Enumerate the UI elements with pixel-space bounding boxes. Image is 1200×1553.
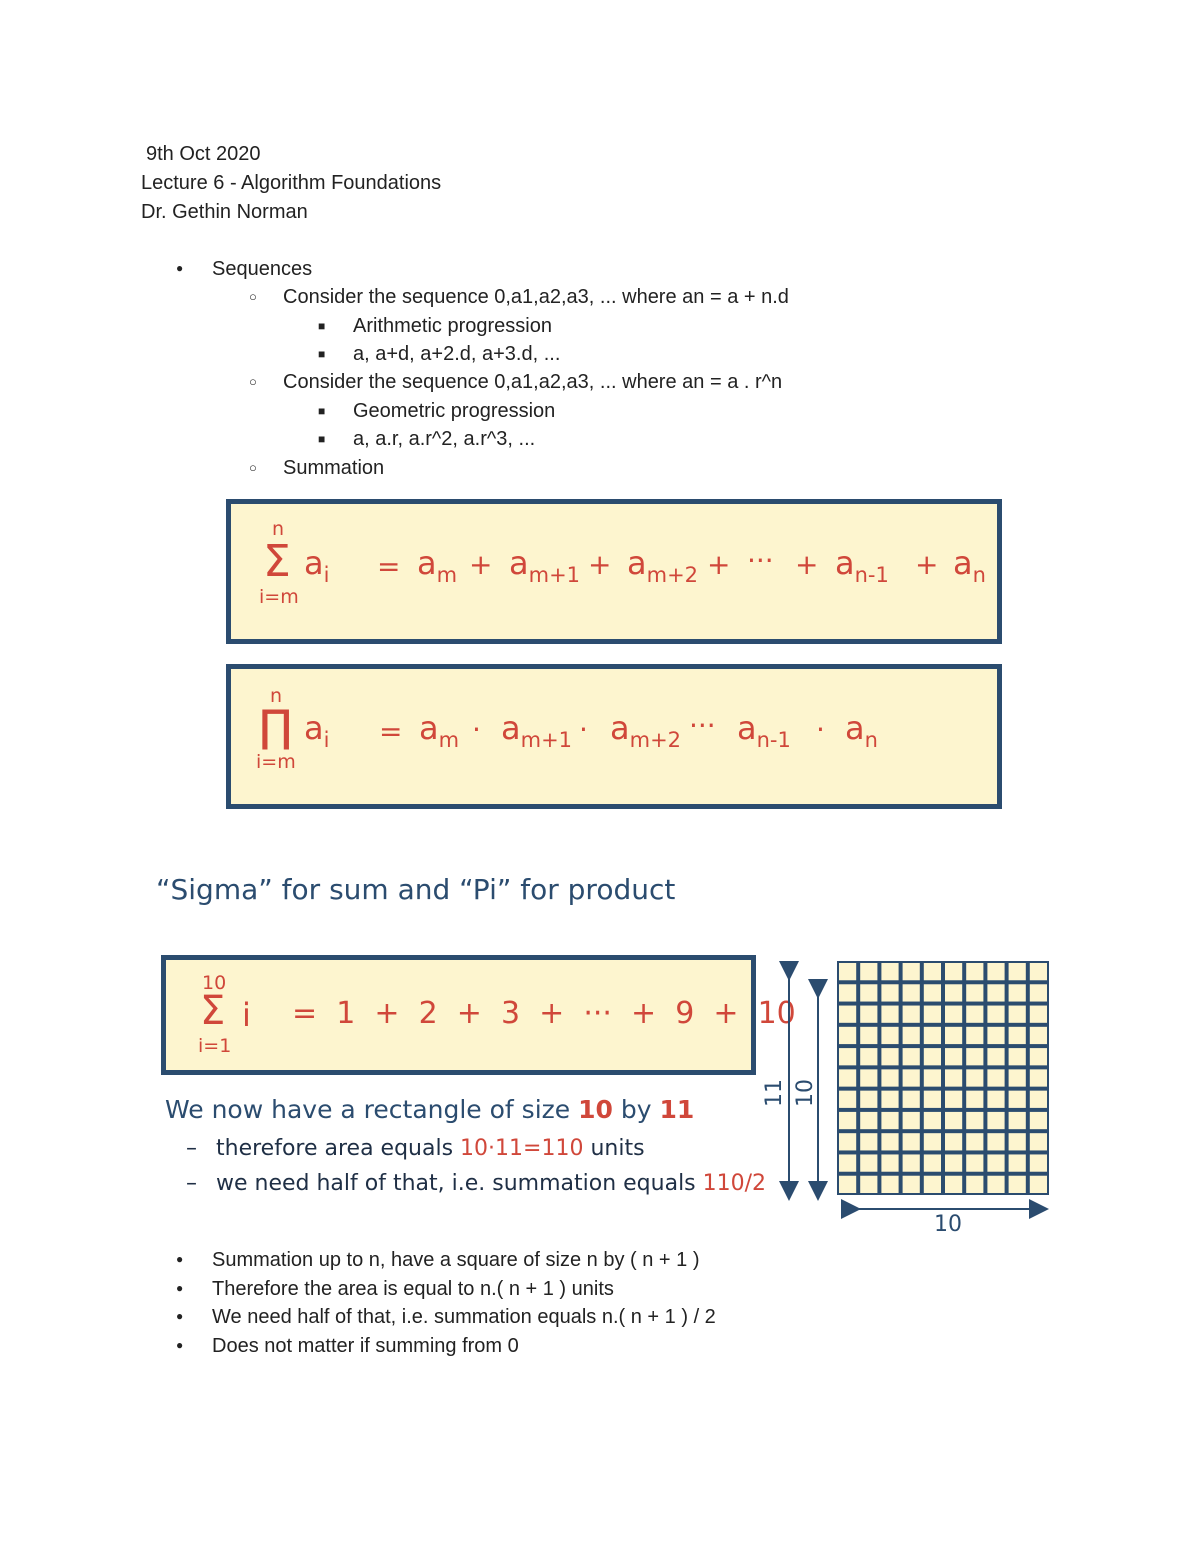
summation-formula-box: [226, 499, 1002, 644]
bullet-summation: ○ Summation: [283, 457, 384, 480]
grid-cell: [860, 1006, 877, 1023]
grid-cell: [987, 1006, 1004, 1023]
grid-cell: [945, 1048, 962, 1065]
bullet-sequences: ● Sequences: [212, 258, 312, 281]
grid-cell: [966, 1048, 983, 1065]
grid-cell: [881, 1069, 898, 1086]
grid-cell: [881, 1176, 898, 1193]
grid-cell: [881, 1048, 898, 1065]
grid-cells: [837, 961, 1049, 1195]
grid-cell: [860, 984, 877, 1001]
grid-cell: [881, 1027, 898, 1044]
grid-cell: [860, 1091, 877, 1108]
grid-cell: [924, 1133, 941, 1150]
grid-cell: [1030, 1091, 1047, 1108]
grid-cell: [1009, 984, 1026, 1001]
slide-title: “Sigma” for sum and “Pi” for product: [156, 873, 676, 906]
grid-cell: [881, 1091, 898, 1108]
grid-cell: [966, 1091, 983, 1108]
prod-term-n: $a_n$: [845, 709, 878, 752]
sum-term-m2: $a_{m+2}$: [627, 544, 699, 587]
grid-cell: [1009, 1069, 1026, 1086]
grid-cell: [1030, 1027, 1047, 1044]
grid-cell: [903, 984, 920, 1001]
label-11: 11: [762, 1079, 787, 1107]
grid-cell: [987, 984, 1004, 1001]
rectangle-statement: We now have a rectangle of size 10 by 11: [165, 1095, 695, 1124]
grid-cell: [839, 1048, 856, 1065]
grid-cell: [903, 1048, 920, 1065]
bullet-arith-consider: ○ Consider the sequence 0,a1,a2,a3, ... where an = a + n.d: [283, 286, 789, 309]
plus-sign: +: [469, 548, 493, 581]
bullet-geo-consider: ○ Consider the sequence 0,a1,a2,a3, ... where an = a . r^n: [283, 371, 782, 394]
plus-sign: +: [588, 548, 612, 581]
sum-equals: =: [377, 550, 401, 583]
sum-term-m: $a_m$: [417, 544, 458, 587]
bullet-arith-terms: ■ a, a+d, a+2.d, a+3.d, ...: [353, 343, 560, 366]
grid-cell: [945, 1069, 962, 1086]
grid-cell: [987, 963, 1004, 980]
example-lhs: i: [242, 996, 251, 1034]
ellipsis: ···: [747, 544, 774, 577]
sigma-symbol: Σ: [200, 988, 226, 1034]
grid-cell: [1009, 1176, 1026, 1193]
plus-sign: +: [915, 548, 939, 581]
prod-lower-limit: i=m: [256, 751, 296, 773]
grid-cell: [1030, 1069, 1047, 1086]
grid-cell: [924, 984, 941, 1001]
example-upper-limit: 10: [202, 972, 227, 994]
example-expansion: = 1 + 2 + 3 + ··· + 9 + 10: [292, 996, 796, 1031]
grid-cell: [1030, 1133, 1047, 1150]
grid-cell: [839, 984, 856, 1001]
grid-cell: [860, 1154, 877, 1171]
dot-sign: ·: [579, 713, 588, 746]
sum-lhs: $a_i$: [304, 544, 330, 587]
grid-cell: [860, 1048, 877, 1065]
grid-cell: [1030, 1154, 1047, 1171]
grid-cell: [1009, 1112, 1026, 1129]
lecture-date: 9th Oct 2020: [146, 143, 261, 165]
grid-cell: [987, 1048, 1004, 1065]
grid-cell: [1009, 1133, 1026, 1150]
grid-cell: [1009, 1091, 1026, 1108]
grid-cell: [966, 984, 983, 1001]
grid-cell: [1009, 1048, 1026, 1065]
grid-cell: [924, 1048, 941, 1065]
grid-cell: [945, 1027, 962, 1044]
grid-cell: [860, 1176, 877, 1193]
grid-cell: [987, 1091, 1004, 1108]
grid-cell: [903, 1027, 920, 1044]
grid-cell: [1030, 1006, 1047, 1023]
sum-term-m1: $a_{m+1}$: [509, 544, 581, 587]
plus-sign: +: [795, 548, 819, 581]
conclusion-item: ● We need half of that, i.e. summation equals n.( n + 1 ) / 2: [212, 1306, 716, 1329]
grid-cell: [987, 1154, 1004, 1171]
sum-lower-limit: i=m: [259, 586, 299, 608]
grid-cell: [924, 1091, 941, 1108]
bullet-geo-name: ■ Geometric progression: [353, 400, 555, 423]
grid-cell: [987, 1069, 1004, 1086]
grid-cell: [924, 1176, 941, 1193]
grid-cell: [945, 1176, 962, 1193]
grid-cell: [860, 1133, 877, 1150]
grid-cell: [966, 1006, 983, 1023]
dot-sign: ·: [816, 713, 825, 746]
prod-equals: =: [379, 715, 403, 748]
conclusion-item: ● Does not matter if summing from 0: [212, 1335, 519, 1358]
grid-cell: [1009, 1006, 1026, 1023]
grid-cell: [839, 1112, 856, 1129]
prod-lhs: $a_i$: [304, 709, 330, 752]
prod-term-m1: $a_{m+1}$: [501, 709, 573, 752]
bullet-geo-terms: ■ a, a.r, a.r^2, a.r^3, ...: [353, 428, 535, 451]
grid-cell: [924, 1027, 941, 1044]
grid-cell: [903, 1069, 920, 1086]
rectangle-grid-diagram: [755, 955, 1060, 1240]
grid-cell: [966, 1027, 983, 1044]
grid-cell: [839, 1133, 856, 1150]
grid-cell: [987, 1133, 1004, 1150]
prod-upper-limit: n: [270, 685, 283, 707]
prod-term-m: $a_m$: [419, 709, 460, 752]
grid-cell: [903, 1154, 920, 1171]
conclusion-item: ● Summation up to n, have a square of size n by ( n + 1 ): [212, 1249, 700, 1272]
grid-cell: [945, 984, 962, 1001]
grid-cell: [839, 1154, 856, 1171]
grid-cell: [903, 1112, 920, 1129]
grid-cell: [945, 1154, 962, 1171]
lecture-title: Lecture 6 - Algorithm Foundations: [141, 172, 442, 194]
dot-sign: ·: [472, 713, 481, 746]
grid-cell: [839, 1069, 856, 1086]
bullet-arith-name: ■ Arithmetic progression: [353, 315, 552, 338]
plus-sign: +: [707, 548, 731, 581]
grid-cell: [1009, 1154, 1026, 1171]
sigma-symbol: Σ: [263, 536, 291, 587]
grid-cell: [881, 1112, 898, 1129]
pi-symbol: ∏: [259, 701, 293, 752]
ellipsis: ···: [689, 709, 716, 742]
grid-cell: [860, 963, 877, 980]
grid-cell: [1030, 1048, 1047, 1065]
grid-cell: [1030, 963, 1047, 980]
grid-cell: [881, 1133, 898, 1150]
grid-cell: [1030, 1176, 1047, 1193]
grid-cell: [924, 963, 941, 980]
grid-cell: [924, 1006, 941, 1023]
grid-cell: [945, 963, 962, 980]
grid-cell: [945, 1006, 962, 1023]
example-lower-limit: i=1: [198, 1035, 232, 1057]
grid-cell: [839, 1027, 856, 1044]
label-10-horizontal: 10: [934, 1212, 962, 1237]
lecturer-name: Dr. Gethin Norman: [141, 201, 308, 223]
prod-term-m2: $a_{m+2}$: [610, 709, 682, 752]
conclusion-item: ● Therefore the area is equal to n.( n + 1 ) units: [212, 1278, 614, 1301]
grid-cell: [1030, 984, 1047, 1001]
grid-cell: [839, 1091, 856, 1108]
grid-cell: [966, 1112, 983, 1129]
grid-cell: [924, 1154, 941, 1171]
grid-cell: [881, 1154, 898, 1171]
grid-cell: [966, 1133, 983, 1150]
grid-cell: [945, 1091, 962, 1108]
grid-cell: [1009, 963, 1026, 980]
grid-cell: [839, 963, 856, 980]
sum-term-n: $a_n$: [953, 544, 986, 587]
grid-cell: [1009, 1027, 1026, 1044]
grid-cell: [966, 963, 983, 980]
example-sum-box: [161, 955, 796, 1075]
grid-cell: [987, 1027, 1004, 1044]
grid-cell: [903, 1006, 920, 1023]
grid-cell: [903, 963, 920, 980]
grid-cell: [903, 1133, 920, 1150]
prod-term-n1: $a_{n-1}$: [737, 709, 791, 752]
grid-cell: [966, 1069, 983, 1086]
grid-cell: [966, 1154, 983, 1171]
area-statement: – therefore area equals 10·11=110 units: [216, 1136, 645, 1161]
sum-upper-limit: n: [272, 518, 285, 540]
grid-cell: [1030, 1112, 1047, 1129]
grid-cell: [903, 1176, 920, 1193]
grid-cell: [839, 1176, 856, 1193]
grid-cell: [987, 1176, 1004, 1193]
grid-cell: [839, 1006, 856, 1023]
half-statement: – we need half of that, i.e. summation equals 110/2: [216, 1171, 766, 1196]
grid-cell: [987, 1112, 1004, 1129]
sum-term-n1: $a_{n-1}$: [835, 544, 889, 587]
grid-cell: [945, 1112, 962, 1129]
grid-cell: [860, 1027, 877, 1044]
grid-cell: [860, 1069, 877, 1086]
grid-cell: [860, 1112, 877, 1129]
grid-cell: [966, 1176, 983, 1193]
grid-cell: [924, 1112, 941, 1129]
grid-cell: [903, 1091, 920, 1108]
grid-cell: [881, 984, 898, 1001]
label-10-vertical: 10: [793, 1079, 818, 1107]
grid-cell: [881, 1006, 898, 1023]
product-formula-box: [226, 664, 1002, 809]
grid-cell: [924, 1069, 941, 1086]
grid-cell: [945, 1133, 962, 1150]
grid-cell: [881, 963, 898, 980]
